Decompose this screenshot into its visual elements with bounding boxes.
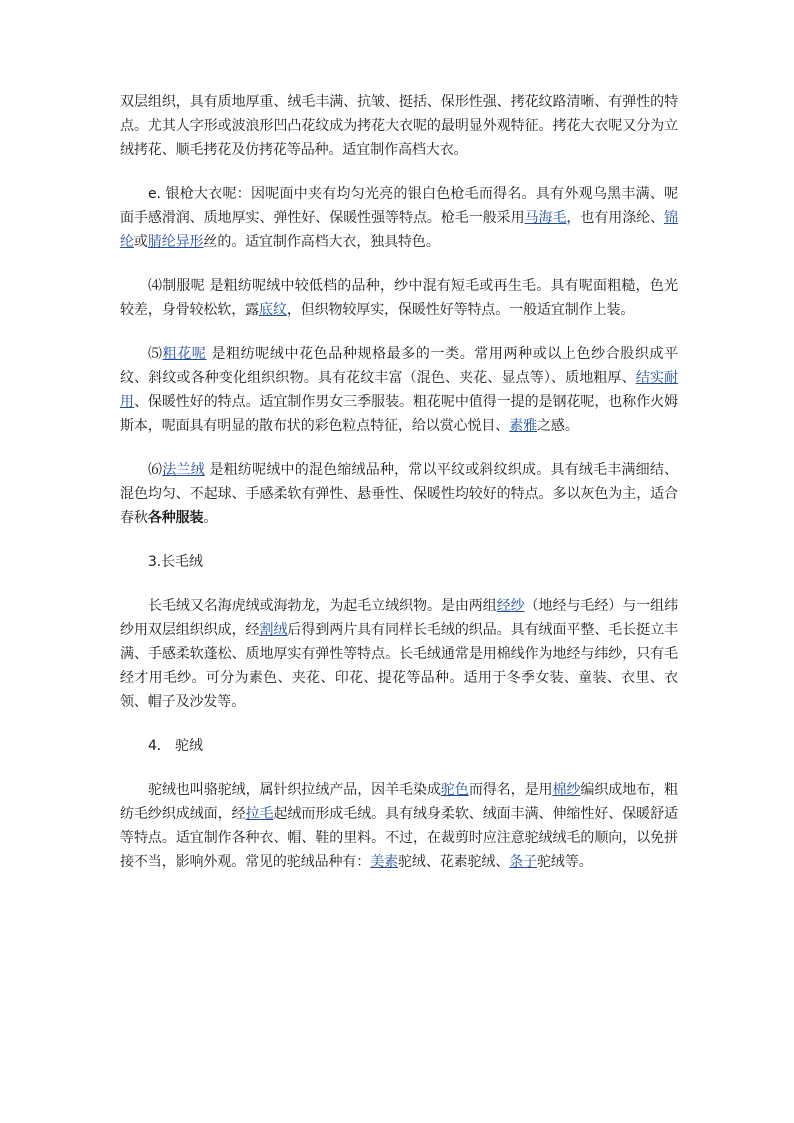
link-acrylic-profiled[interactable]: 腈纶异形: [147, 234, 204, 250]
link-nylon[interactable]: 锦纶: [120, 210, 678, 250]
paragraph-cuhua-ni: ⑸粗花呢 是粗纺呢绒中花色品种规格最多的一类。常用两种或以上色纱合股织成平纹、斜纹或各种变化组织织物。具有花纹丰富（混色、夹花、显点等）、质地粗厚、结实耐用、保暖性好的特点。适宜制作男女三季服装。粗花呢中值得一提的是钢花呢，也称作火姆斯本，呢面具有明显的散布状的彩色粒点特征，给以赏心悦目、素雅之感。: [120, 346, 679, 434]
paragraph-changmao-rong: 长毛绒又名海虎绒或海勃龙，为起毛立绒织物。是由两组经纱（地经与毛经）与一组纬纱用双层组织织成，经割绒后得到两片具有同样长毛绒的织品。具有绒面平整、毛长挺立丰满、手感柔软蓬松、质地厚实有弹性等特点。长毛绒通常是用棉线作为地经与纬纱，只有毛经才用毛纱。可分为素色、夹花、印花、提花等品种。适用于冬季女装、童装、衣里、衣领、帽子及沙发等。: [120, 598, 678, 710]
link-flannel[interactable]: 法兰绒: [162, 462, 205, 478]
link-cut-pile[interactable]: 割绒: [259, 622, 288, 638]
link-warp-yarn[interactable]: 经纱: [496, 598, 525, 614]
paragraph-falan-rong: ⑹法兰绒 是粗纺呢绒中的混色缩绒品种，常以平纹或斜纹织成。具有绒毛丰满细结、混色均匀、不起球、手感柔软有弹性、悬垂性、保暖性均较好的特点。多以灰色为主，适合春秋各种服装。: [120, 462, 678, 526]
link-elegant[interactable]: 素雅: [509, 418, 538, 434]
paragraph-zhifu-ni: ⑷制服呢 是粗纺呢绒中较低档的品种，纱中混有短毛或再生毛。具有呢面粗糙，色光较差，身骨较松软，露底纹，但织物较厚实，保暖性好等特点。一般适宜制作上装。: [120, 278, 678, 318]
link-cotton-yarn[interactable]: 棉纱: [552, 782, 581, 798]
link-napping[interactable]: 拉毛: [245, 806, 274, 822]
link-tweed[interactable]: 粗花呢: [162, 346, 207, 362]
link-striped[interactable]: 条子: [509, 854, 538, 870]
link-mohair[interactable]: 马海毛: [524, 210, 567, 226]
paragraph-tuo-rong: 驼绒也叫骆驼绒，属针织拉绒产品，因羊毛染成驼色而得名，是用棉纱编织成地布，粗纺毛纱织成绒面，经拉毛起绒而形成毛绒。具有绒身柔软、绒面丰满、伸缩性好、保暖舒适等特点。适宜制作各种衣、帽、鞋的里料。不过，在裁剪时应注意驼绒绒毛的顺向，以免拼接不当，影响外观。常见的驼绒品种有：美素驼绒、花素驼绒、条子驼绒等。: [120, 782, 678, 870]
link-ground-weave[interactable]: 底纹: [259, 302, 287, 318]
paragraph-yinqiang-dayi: e. 银枪大衣呢：因呢面中夹有均匀光亮的银白色枪毛而得名。具有外观乌黑丰满、呢面手感滑润、质地厚实、弹性好、保暖性强等特点。枪毛一般采用马海毛，也有用涤纶、锦纶或腈纶异形丝的。适宜制作高档大衣，独具特色。: [120, 186, 678, 250]
paragraph-kaohua-dayi: 双层组织，具有质地厚重、绒毛丰满、抗皱、挺括、保形性强、拷花纹路清晰、有弹性的特点。尤其人字形或波浪形凹凸花纹成为拷花大衣呢的最明显外观特征。拷花大衣呢又分为立绒拷花、顺毛拷花及仿拷花等品种。适宜制作高档大衣。: [120, 94, 678, 158]
section-heading-plush: 3.长毛绒: [148, 554, 203, 570]
bold-all-garments: 各种服装: [147, 510, 204, 526]
link-durable[interactable]: 结实耐用: [120, 370, 678, 410]
link-camel-color[interactable]: 驼色: [440, 782, 469, 798]
document-page: [120, 90, 678, 894]
link-meisu[interactable]: 美素: [370, 854, 399, 870]
section-heading-camel-velvet: 4． 驼绒: [148, 738, 203, 754]
